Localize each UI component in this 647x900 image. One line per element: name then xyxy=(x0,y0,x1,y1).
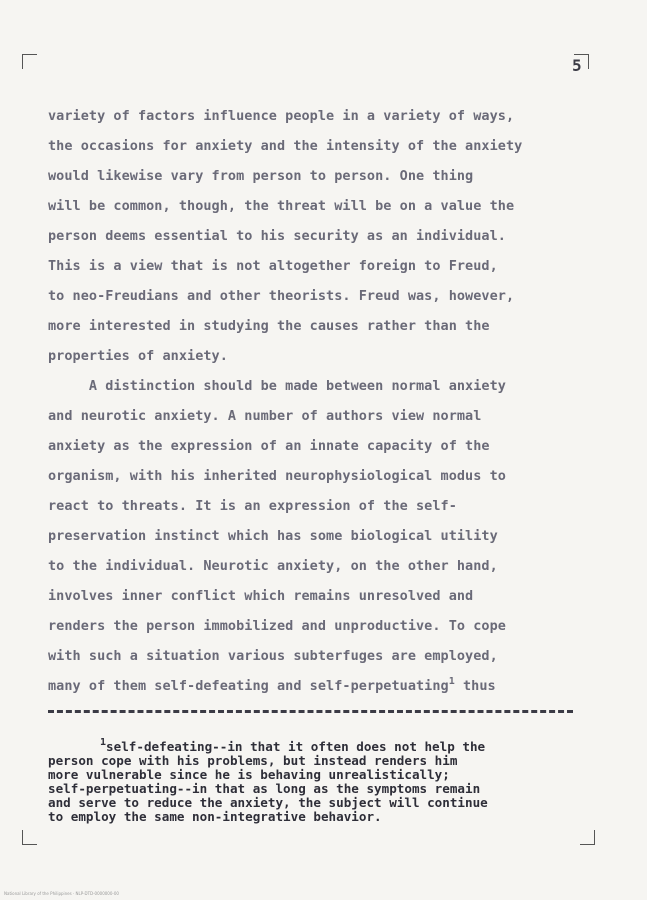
body-line: to neo-Freudians and other theorists. Freud was, however, xyxy=(48,288,515,304)
footnote-line: and serve to reduce the anxiety, the subject will continue xyxy=(48,795,488,810)
crop-mark-top-left xyxy=(22,54,37,69)
body-line: person deems essential to his security as an individual. xyxy=(48,228,506,244)
body-line: the occasions for anxiety and the intensity of the anxiety xyxy=(48,138,523,154)
archive-footer: National Library of the Philippines · NLP-DTD-0000000-00 xyxy=(4,891,119,896)
body-line: would likewise vary from person to person. One thing xyxy=(48,168,474,184)
footnote-line: person cope with his problems, but instead renders him xyxy=(48,753,458,768)
footnote-line: to employ the same non-integrative behavior. xyxy=(48,809,382,824)
footnote-text: self-defeating--in that it often does not help the xyxy=(106,739,486,754)
body-line: involves inner conflict which remains unresolved and xyxy=(48,588,474,604)
footnote-reference: 1 xyxy=(448,676,455,687)
body-line-text: many of them self-defeating and self-perpetuating xyxy=(48,678,449,694)
body-line: This is a view that is not altogether foreign to Freud, xyxy=(48,258,498,274)
footnote-divider xyxy=(48,710,573,713)
page-number: 5 xyxy=(572,56,582,75)
body-line: and neurotic anxiety. A number of authors view normal xyxy=(48,408,482,424)
body-line: organism, with his inherited neurophysiological modus to xyxy=(48,468,506,484)
body-line: will be common, though, the threat will be on a value the xyxy=(48,198,515,214)
body-line: properties of anxiety. xyxy=(48,348,228,364)
body-line: renders the person immobilized and unproductive. To cope xyxy=(48,618,506,634)
body-line: more interested in studying the causes rather than the xyxy=(48,318,490,334)
footnote-marker: 1 xyxy=(100,737,107,748)
body-line-last xyxy=(48,678,496,696)
body-line: to the individual. Neurotic anxiety, on the other hand, xyxy=(48,558,498,574)
footnote-line: self-perpetuating--in that as long as the symptoms remain xyxy=(48,781,481,796)
footnote-line: more vulnerable since he is behaving unrealistically; xyxy=(48,767,450,782)
crop-mark-bottom-right xyxy=(580,830,595,845)
body-line: react to threats. It is an expression of the self- xyxy=(48,498,457,514)
body-line: with such a situation various subterfuges are employed, xyxy=(48,648,498,664)
body-line: preservation instinct which has some biological utility xyxy=(48,528,498,544)
body-line-tail: thus xyxy=(454,678,496,694)
body-line: variety of factors influence people in a variety of ways, xyxy=(48,108,515,124)
crop-mark-bottom-left xyxy=(22,830,37,845)
body-line: A distinction should be made between normal anxiety xyxy=(48,378,506,394)
body-line: anxiety as the expression of an innate capacity of the xyxy=(48,438,490,454)
